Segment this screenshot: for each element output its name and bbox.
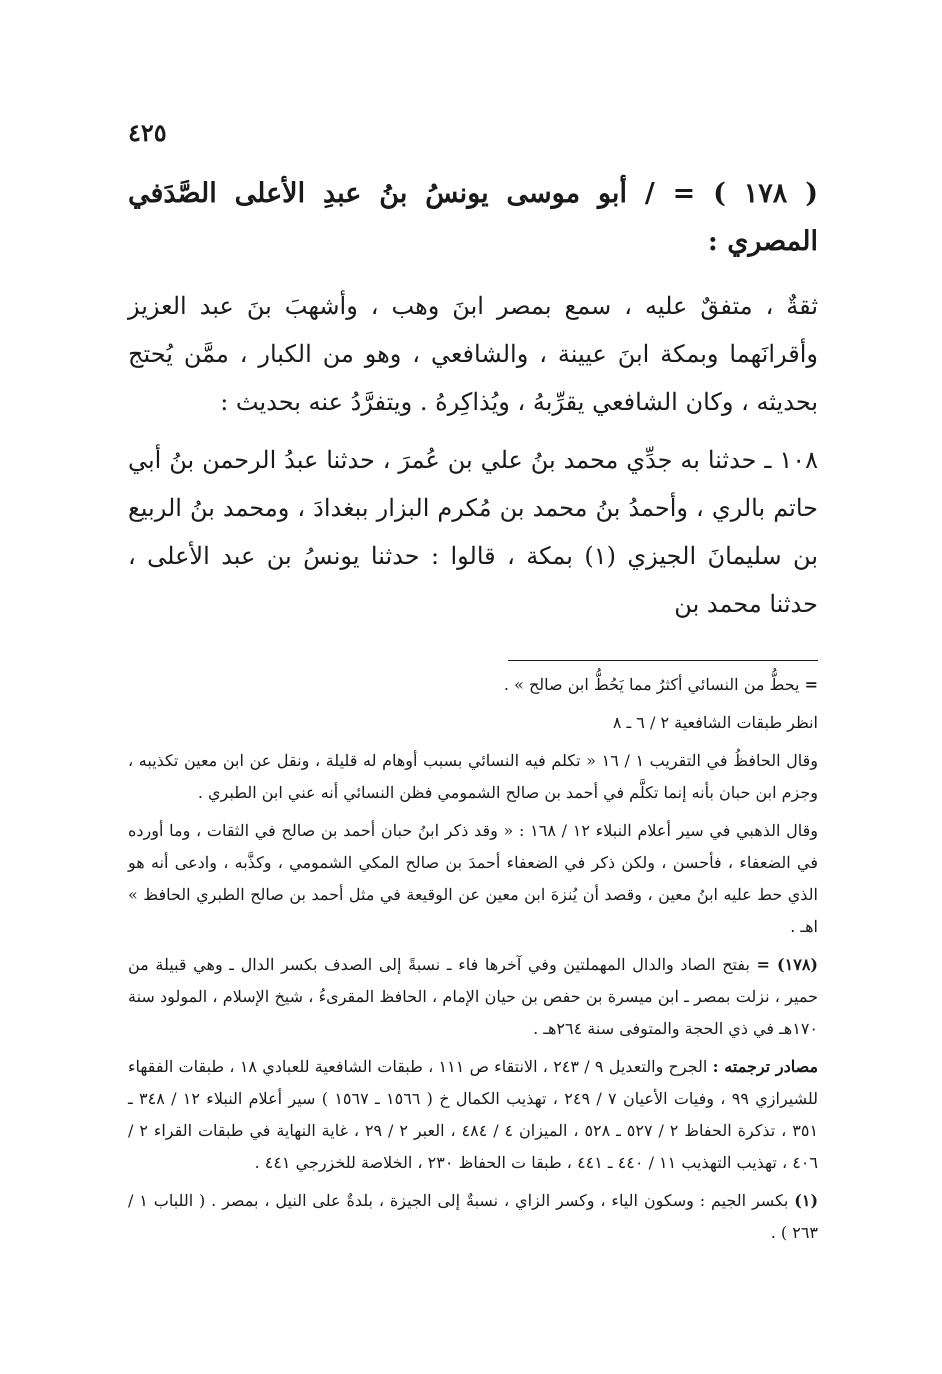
footnote-1 — [128, 1185, 818, 1249]
sources-text: الجرح والتعديل ٩ / ٢٤٣ ، الانتقاء ص ١١١ ، طبقات الشافعية للعبادي ١٨ ، طبقات الفقهاء للشيرازي ٩٩ ، وفيات الأعيان ٧ / ٢٤٩ ، تهذيب الكمال خ ( ١٥٦٦ ـ ١٥٦٧ ) سير أعلام النبلاء ١٢ / ٣٤٨ ـ ٣٥١ ، تذكرة الحفاظ ٢ / ٥٢٧ ـ ٥٢٨ ، الميزان ٤ / ٤٨٤ ، العبر ٢ / ٢٩ ، غاية النهاية في طبقات القراء ٢ / ٤٠٦ ، تهذيب التهذيب ١١ / ٤٤٠ ـ ٤٤١ ، طبقا ت الحفاظ ٢٣٠ ، الخلاصة للخزرجي ٤٤١ . — [128, 1057, 819, 1172]
footnotes — [128, 669, 818, 1249]
footnote-sources — [128, 1051, 818, 1179]
footnote-divider — [508, 660, 818, 661]
footnote-178-marker: (١٧٨) = — [756, 955, 818, 974]
footnote-continuation-marker: = — [804, 675, 818, 694]
footnote-shafiiya-ref: انظر طبقات الشافعية ٢ / ٦ ـ ٨ — [612, 713, 818, 732]
footnote-continuation-text: يحطُّ من النسائي أكثرُ مما يَحُطُّ ابن صالح » . — [503, 675, 800, 694]
footnote-continuation — [128, 669, 818, 701]
footnote-hafiz-note: وقال الحافظُ في التقريب ١ / ١٦ « تكلم فيه النسائي بسبب أوهام له قليلة ، ونقل عن ابن معين تكذيبه ، وجزم ابن حبان بأنه إنما تكلَّم في أحمد بن صالح الشمومي فظن النسائي أنه عني ابن الطبري . — [128, 751, 819, 802]
footnote-dhahabi-note: وقال الذهبي في سير أعلام النبلاء ١٢ / ١٦٨ : « وقد ذكر ابنُ حبان أحمد بن صالح في الثقات ، وما أورده في الضعفاء ، فأحسن ، ولكن ذكر في الضعفاء أحمدَ بن صالح المكي الشمومي ، وكذَّبه ، وادعى أنه هو الذي حط عليه ابنُ معين ، وقصد أن يُنزهَ ابن معين عن الوقيعة في مثل أحمد بن صالح الطبري الحافظ » اهـ . — [128, 821, 819, 936]
footnote-178-text: بفتح الصاد والدال المهملتين وفي آخرها فاء ـ نسبةً إلى الصدف بكسر الدال ـ وهي قبيلة من حمير ، نزلت بمصر ـ ابن ميسرة بن حفص بن حيان الإمام ، الحافظ المقرىءُ ، شيخ الإسلام ، المولود سنة ١٧٠هـ في ذي الحجة والمتوفى سنة ٢٦٤هـ . — [128, 955, 819, 1038]
sources-label: مصادر ترجمته : — [712, 1057, 819, 1076]
entry-biography: ثقةٌ ، متفقٌ عليه ، سمع بمصر ابنَ وهب ، وأشهبَ بنَ عبد العزيز وأقرانَهما وبمكة ابنَ عيينة ، والشافعي ، وهو من الكبار ، ممَّن يُحتج بحديثه ، وكان الشافعي يقرِّبهُ ، ويُذاكِرهُ . ويتفرَّدُ عنه بحديث : — [128, 292, 818, 416]
page-number: ٤٢٥ — [128, 118, 167, 147]
footnote-1-marker: (١) — [794, 1191, 819, 1210]
footnote-178 — [128, 949, 818, 1045]
entry-title: ( ١٧٨ ) = / أبو موسى يونسُ بنُ عبدِ الأعلى الصَّدَفي المصري : — [128, 178, 818, 257]
footnote-1-text: بكسر الجيم : وسكون الياء ، وكسر الزاي ، نسبةٌ إلى الجيزة ، بلدةٌ على النيل ، بمصر . ( اللباب ١ / ٢٦٣ ) . — [128, 1191, 818, 1242]
page-body — [128, 170, 818, 1255]
hadith-isnad: ١٠٨ ـ حدثنا به جدِّي محمد بنُ علي بن عُمرَ ، حدثنا عبدُ الرحمن بنُ أبي حاتم بالري ، وأحمدُ بنُ محمد بن مُكرم البزار ببغدادَ ، ومحمد بنُ الربيع بن سليمانَ الجيزي (١) بمكة ، قالوا : حدثنا يونسُ بن عبد الأعلى ، حدثنا محمد بن — [128, 446, 819, 618]
